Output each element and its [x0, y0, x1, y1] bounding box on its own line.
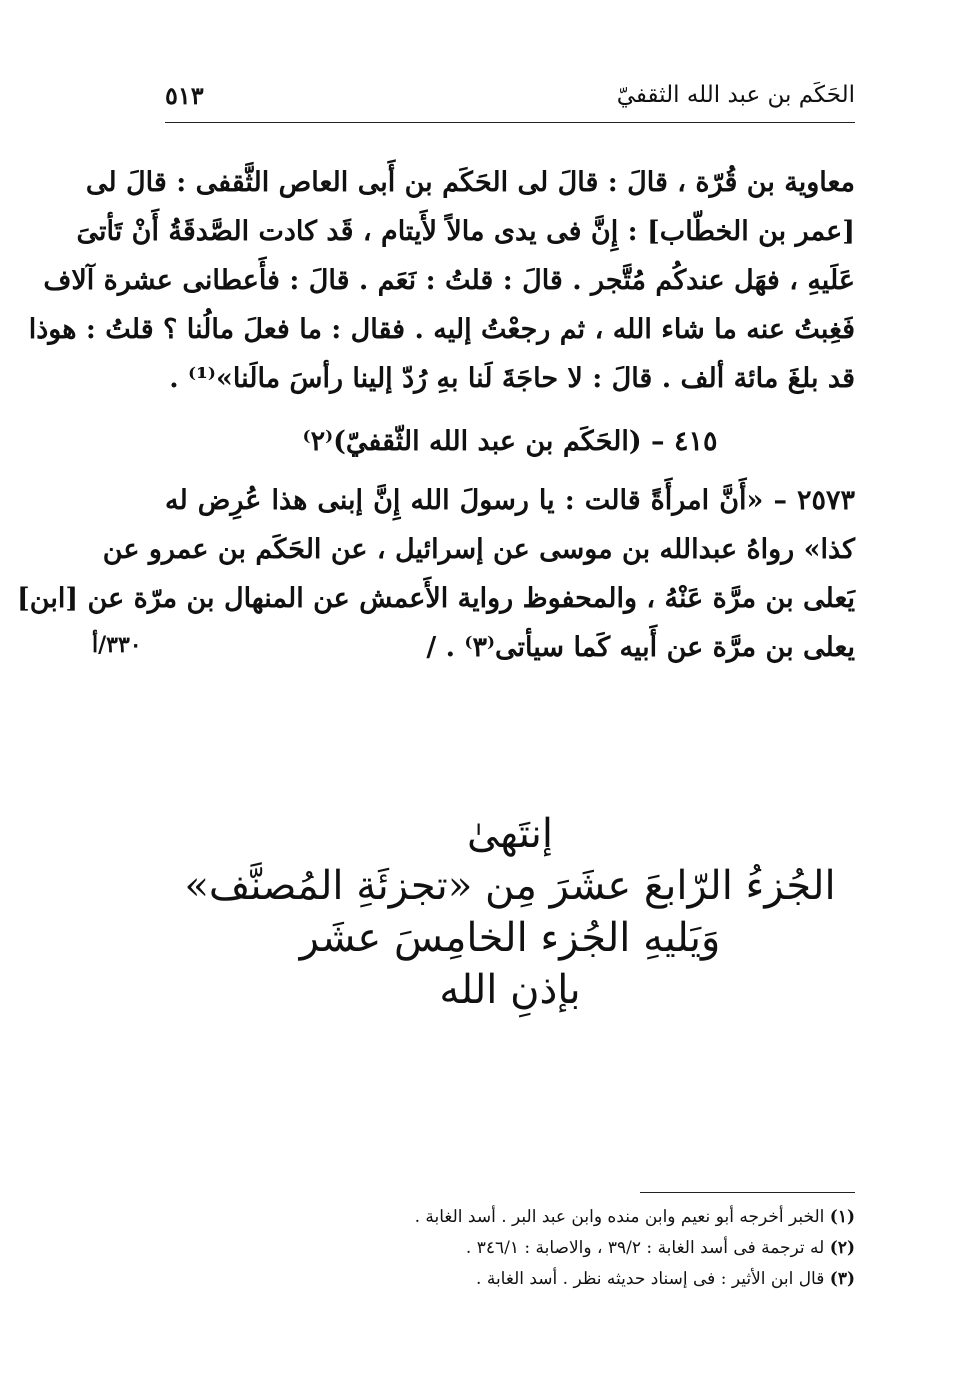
colophon-line: إنتَهىٰ: [466, 811, 554, 857]
text-line: ٢٥٧٣ – «أَنَّ امرأَةً قالت : يا رسولَ الله إِنَّ إبنى هذا عُرِض له: [165, 485, 855, 516]
footnote-rule: [640, 1192, 855, 1193]
footnote-1: [165, 1202, 855, 1233]
footnote-text: الخبر أخرجه أبو نعيم وابن منده وابن عبد البر . أسد الغابة .: [414, 1207, 825, 1227]
footnotes: [165, 1202, 855, 1295]
paragraph-1: [28, 158, 855, 403]
text-line: فَغِبتُ عنه ما شاء الله ، ثم رجعْتُ إليه . فقال : ما فعلَ مالُنا ؟ قلتُ : هوذا: [28, 314, 855, 345]
footnote-number: (٢): [829, 1238, 855, 1258]
text-line: يعلى بن مرَّة عن أَبيه كَما سيأتى⁽٣⁾ . /: [426, 632, 855, 663]
text-line: يَعلى بن مرَّة عَنْهُ ، والمحفوظ رواية الأَعمش عن المنهال بن مرّة عن [ابن]: [17, 583, 855, 614]
margin-folio-note: ٣٣٠/أ: [92, 632, 142, 658]
text-line: معاوية بن قُرّة ، قالَ : قالَ لى الحَكَم بن أَبى العاص الثَّقفى : قالَ لى: [85, 167, 855, 198]
footnote-3: [165, 1264, 855, 1295]
colophon-line: الجُزءُ الرّابعَ عشَرَ مِن «تجزئَةِ المُصنَّف»: [184, 863, 836, 909]
colophon-line: وَيَليهِ الجُزء الخامِسَ عشَر: [299, 915, 721, 961]
header-rule: [165, 122, 855, 123]
text-line: عَلَيهِ ، فهَل عندكُم مُتَّجر . قالَ : قلتُ : نَعَم . قالَ : فأَعطانى عشرة آلاف: [43, 265, 855, 296]
footnote-number: (٣): [829, 1269, 855, 1289]
footnote-number: (١): [829, 1207, 855, 1227]
footnote-text: قال ابن الأثير : فى إسناد حديثه نظر . أسد الغابة .: [476, 1269, 825, 1289]
colophon: [165, 808, 855, 1016]
text-line: [عمر بن الخطّاب] : إِنَّ فى يدى مالاً لأَيتام ، قَد كادت الصَّدقَةُ أَنْ تَأتىَ: [76, 216, 855, 247]
running-header: [165, 78, 855, 112]
page-number: ٥١٣: [165, 80, 204, 110]
header-title: الحَكَم بن عبد الله الثقفيّ: [616, 82, 855, 108]
text-line: قد بلغَ مائة ألف . قالَ : لا حاجَةَ لَنا بهِ رُدّ إلينا رأسَ مالَنا»⁽¹⁾ .: [169, 363, 855, 394]
entry-heading: ٤١٥ – (الحَكَم بن عبد الله الثّقفيّ)⁽٢⁾: [302, 426, 718, 457]
text-line: كذا» رواهُ عبدالله بن موسى عن إسرائيل ، عن الحَكَم بن عمرو عن: [102, 534, 855, 565]
footnote-2: [165, 1233, 855, 1264]
colophon-line: بإذنِ الله: [439, 967, 581, 1013]
footnote-text: له ترجمة فى أسد الغابة : ٣٩/٢ ، والاصابة : ٣٤٦/١ .: [465, 1238, 825, 1258]
